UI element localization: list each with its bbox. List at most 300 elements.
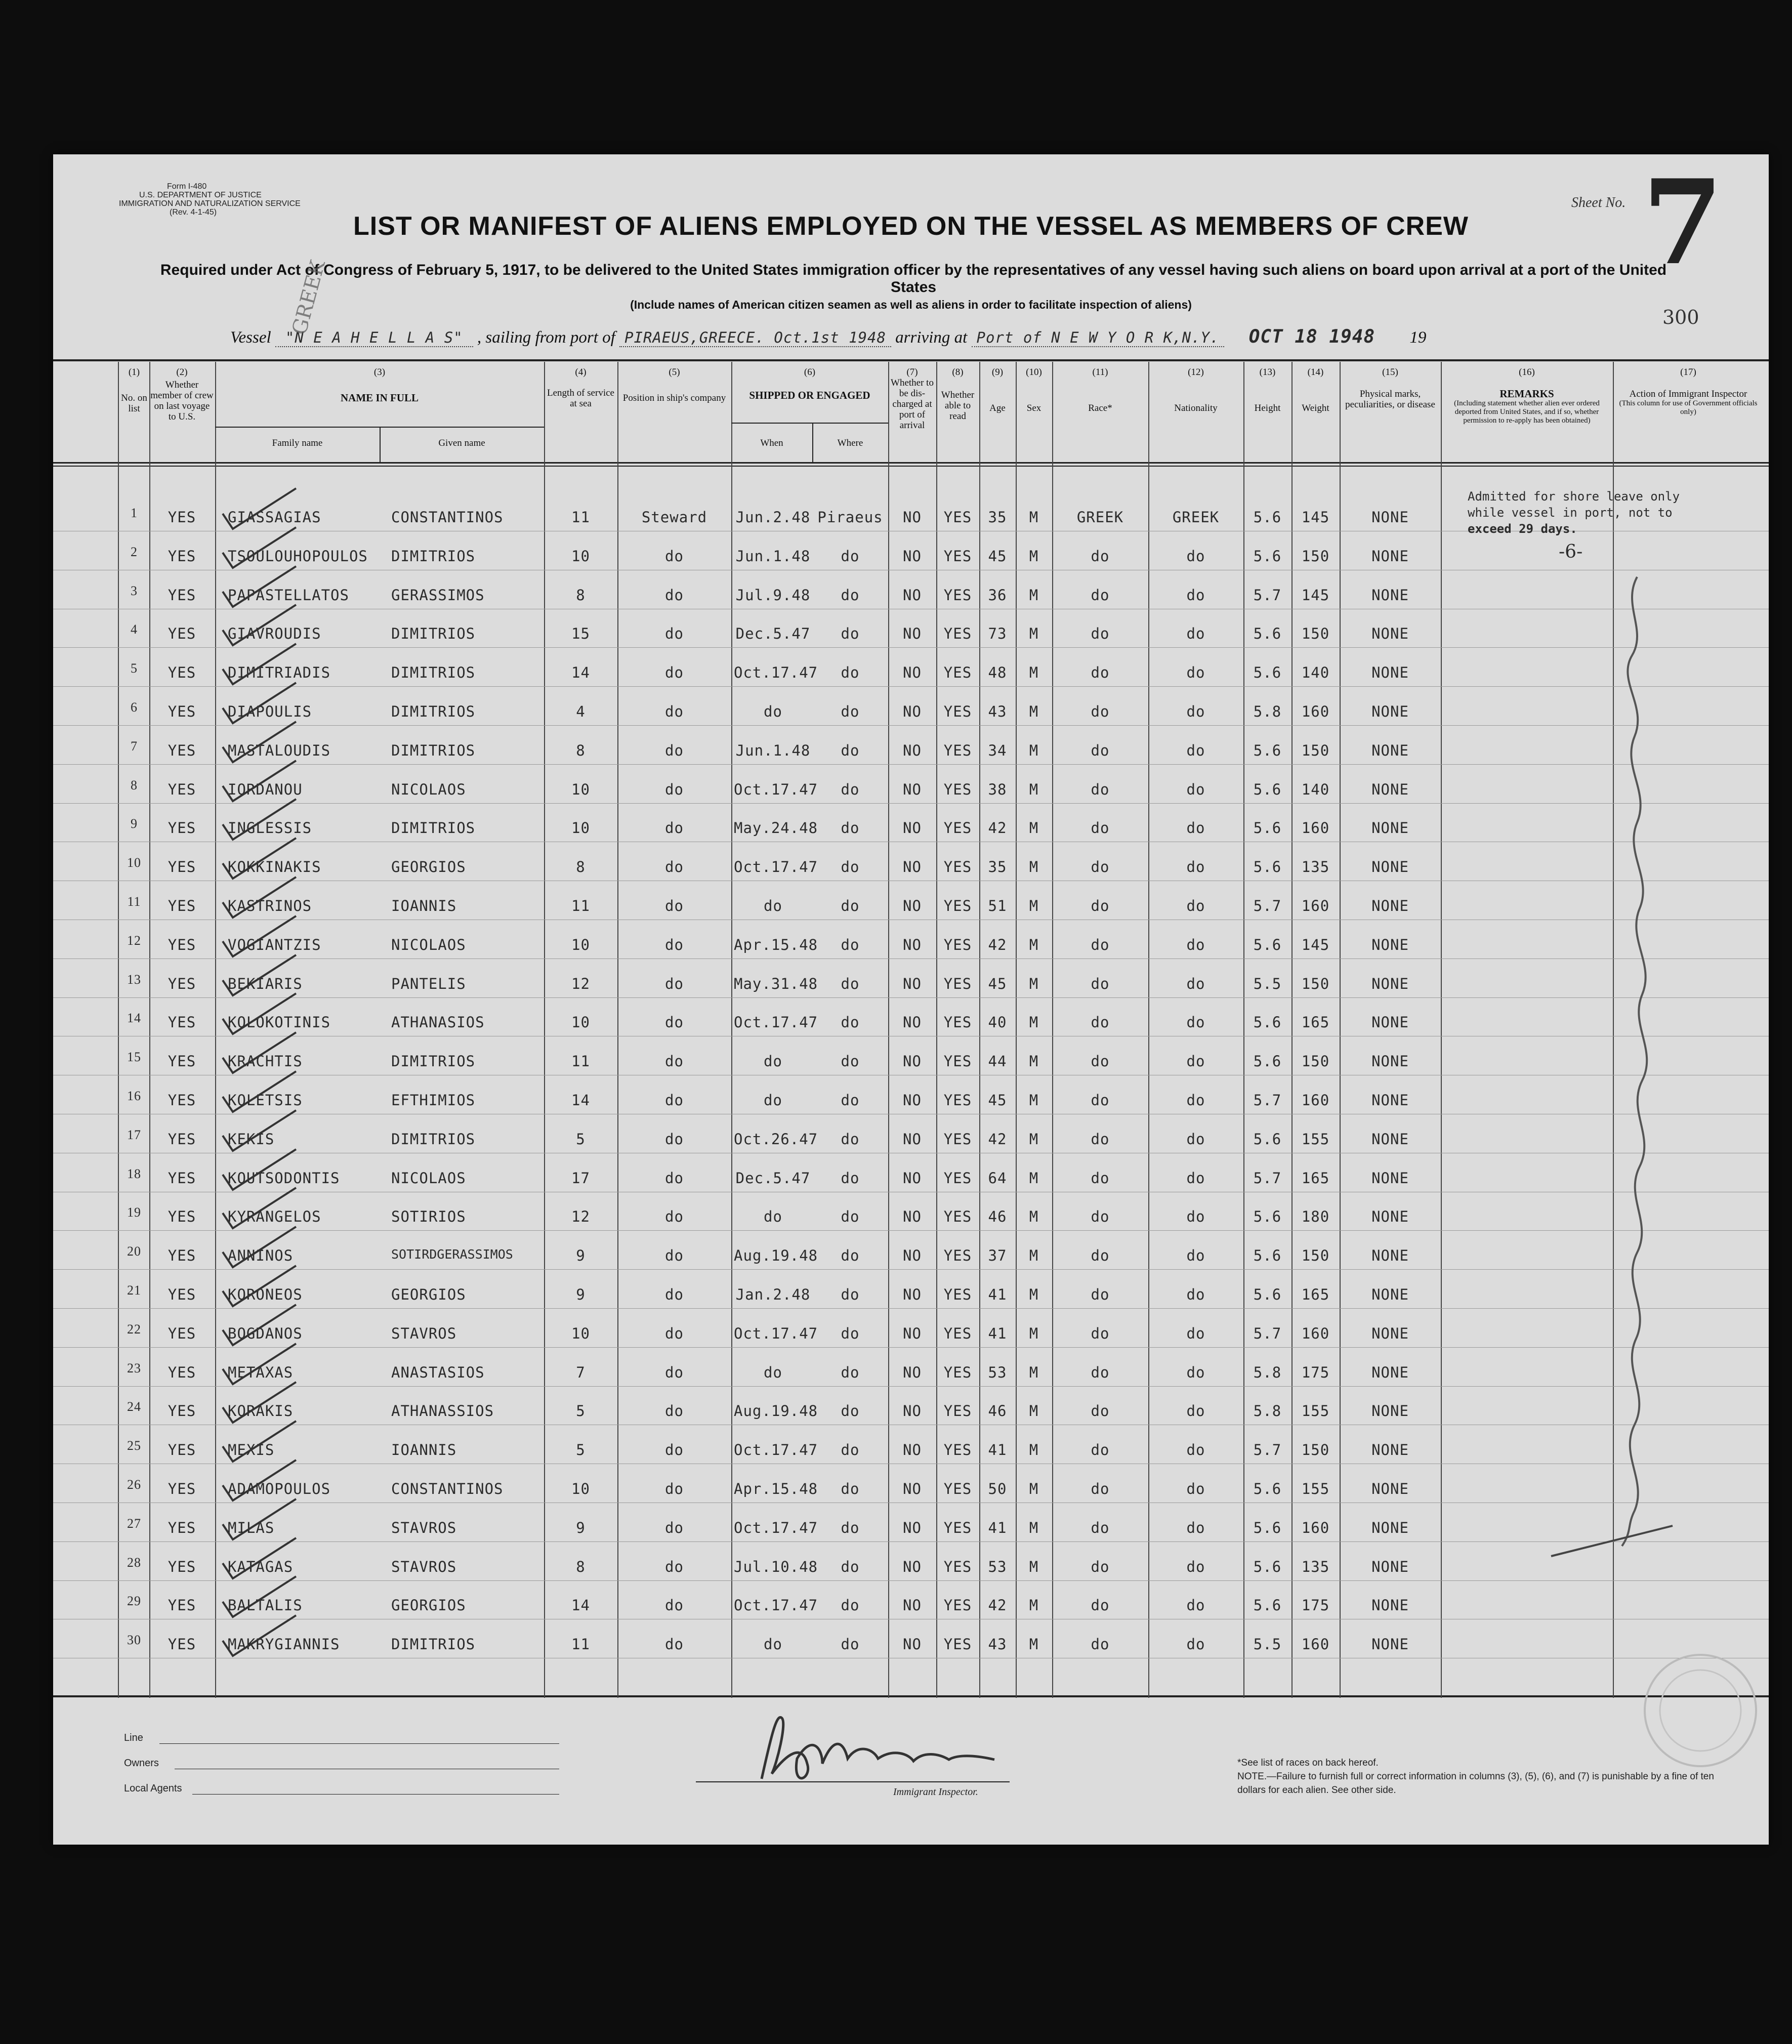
cell-given: GEORGIOS	[391, 1286, 466, 1303]
cell-race: do	[1091, 975, 1110, 992]
cell-when: Dec.5.47	[735, 625, 811, 643]
cell-nationality: do	[1186, 1441, 1205, 1459]
cell-weight: 150	[1301, 1247, 1330, 1265]
cell-family: GIASSAGIAS	[228, 509, 321, 526]
cell-position: do	[665, 1324, 684, 1342]
cell-where: do	[841, 1597, 860, 1614]
cell-height: 5.6	[1253, 741, 1282, 759]
cell-no: 3	[131, 583, 138, 598]
col-header-9: (9) Age	[989, 367, 1006, 413]
cell-family: MASTALOUDIS	[228, 741, 331, 759]
cell-age: 41	[988, 1441, 1007, 1459]
cell-marks: NONE	[1371, 975, 1409, 992]
cell-discharged: NO	[903, 1247, 922, 1265]
row-rule	[53, 647, 1769, 648]
col-6-subheader-rule	[731, 423, 888, 424]
cell-family: MEXIS	[228, 1441, 275, 1459]
cell-weight: 175	[1301, 1363, 1330, 1381]
cell-no: 23	[127, 1360, 141, 1375]
cell-height: 5.7	[1253, 1441, 1282, 1459]
cell-nationality: do	[1186, 1130, 1205, 1148]
cell-when: Oct.17.47	[734, 1519, 818, 1536]
cell-age: 42	[988, 1597, 1007, 1614]
cell-service: 11	[571, 897, 590, 914]
col-header-6-when: When	[760, 438, 783, 448]
cell-read: YES	[943, 819, 972, 837]
cell-when: Jun.1.48	[735, 741, 811, 759]
cell-race: do	[1091, 664, 1110, 682]
col-header-3-given: Given name	[438, 438, 485, 448]
cell-no: 17	[127, 1127, 141, 1142]
cell-prev: YES	[168, 625, 196, 643]
sheet-number-label: Sheet No.	[1571, 195, 1626, 211]
cell-marks: NONE	[1371, 1363, 1409, 1381]
cell-given: NICOLAOS	[391, 936, 466, 953]
cell-nationality: do	[1186, 1519, 1205, 1536]
col-header-6: (6) SHIPPED OR ENGAGED	[749, 367, 870, 401]
remarks-text	[1468, 488, 1680, 560]
cell-weight: 140	[1301, 664, 1330, 682]
cell-read: YES	[943, 1519, 972, 1536]
cell-discharged: NO	[903, 858, 922, 876]
cell-family: PAPASTELLATOS	[228, 586, 349, 604]
cell-no: 18	[127, 1166, 141, 1181]
cell-marks: NONE	[1371, 1402, 1409, 1420]
cell-when: Jun.1.48	[735, 547, 811, 565]
cell-height: 5.6	[1253, 625, 1282, 643]
cell-race: do	[1091, 1597, 1110, 1614]
cell-nationality: do	[1186, 936, 1205, 953]
cell-position: do	[665, 1636, 684, 1653]
cell-family: ADAMOPOULOS	[228, 1480, 331, 1497]
row-rule	[53, 686, 1769, 687]
cell-family: DIAPOULIS	[228, 703, 312, 720]
cell-sex: M	[1029, 1247, 1039, 1265]
inspector-underline	[696, 1781, 1010, 1782]
cell-nationality: do	[1186, 1208, 1205, 1226]
cell-age: 40	[988, 1014, 1007, 1031]
cell-sex: M	[1029, 897, 1039, 914]
cell-discharged: NO	[903, 1480, 922, 1497]
cell-sex: M	[1029, 625, 1039, 643]
cell-given: ATHANASIOS	[391, 1014, 485, 1031]
cell-race: do	[1091, 1636, 1110, 1653]
cell-when: Oct.17.47	[734, 780, 818, 798]
cell-prev: YES	[168, 1636, 196, 1653]
cell-family: INGLESSIS	[228, 819, 312, 837]
sheet-number: 7	[1642, 154, 1724, 291]
header-bottom-rule-2	[53, 466, 1769, 467]
cell-marks: NONE	[1371, 664, 1409, 682]
cell-weight: 150	[1301, 547, 1330, 565]
cell-prev: YES	[168, 547, 196, 565]
cell-race: do	[1091, 586, 1110, 604]
row-rule	[53, 1269, 1769, 1270]
cell-where: do	[841, 741, 860, 759]
cell-service: 10	[571, 819, 590, 837]
cell-where: do	[841, 858, 860, 876]
cell-service: 17	[571, 1169, 590, 1187]
cell-sex: M	[1029, 819, 1039, 837]
cell-no: 11	[127, 894, 141, 909]
cell-discharged: NO	[903, 1597, 922, 1614]
cell-age: 46	[988, 1208, 1007, 1226]
cell-where: do	[841, 1092, 860, 1109]
cell-race: do	[1091, 936, 1110, 953]
cell-height: 5.6	[1253, 858, 1282, 876]
cell-race: GREEK	[1076, 509, 1124, 526]
cell-race: do	[1091, 703, 1110, 720]
cell-sex: M	[1029, 975, 1039, 992]
cell-no: 9	[131, 816, 138, 831]
cell-discharged: NO	[903, 1092, 922, 1109]
cell-service: 8	[576, 1558, 586, 1575]
cell-age: 38	[988, 780, 1007, 798]
cell-age: 41	[988, 1286, 1007, 1303]
col-header-6-where: Where	[837, 438, 863, 448]
cell-age: 42	[988, 936, 1007, 953]
cell-where: do	[841, 1130, 860, 1148]
cell-no: 30	[127, 1633, 141, 1648]
cell-age: 35	[988, 858, 1007, 876]
cell-race: do	[1091, 1324, 1110, 1342]
cell-age: 64	[988, 1169, 1007, 1187]
cell-given: IOANNIS	[391, 897, 457, 914]
cell-marks: NONE	[1371, 1480, 1409, 1497]
cell-race: do	[1091, 1441, 1110, 1459]
cell-race: do	[1091, 1092, 1110, 1109]
cell-age: 42	[988, 819, 1007, 837]
cell-prev: YES	[168, 858, 196, 876]
row-rule	[53, 803, 1769, 804]
cell-where: do	[841, 547, 860, 565]
cell-when: Jan.2.48	[735, 1286, 811, 1303]
cell-prev: YES	[168, 664, 196, 682]
cell-sex: M	[1029, 1092, 1039, 1109]
cell-no: 24	[127, 1399, 141, 1414]
cell-age: 53	[988, 1363, 1007, 1381]
cell-family: KORAKIS	[228, 1402, 294, 1420]
cell-where: do	[841, 819, 860, 837]
official-seal-stamp	[1637, 1647, 1764, 1774]
cell-height: 5.8	[1253, 703, 1282, 720]
cell-prev: YES	[168, 1247, 196, 1265]
row-rule	[53, 1386, 1769, 1387]
cell-service: 9	[576, 1519, 586, 1536]
cell-prev: YES	[168, 1597, 196, 1614]
sailing-label: , sailing from port of	[477, 328, 615, 347]
cell-service: 14	[571, 1092, 590, 1109]
cell-where: do	[841, 1402, 860, 1420]
page-number: 300	[1662, 306, 1699, 328]
cell-position: do	[665, 780, 684, 798]
column-divider	[215, 362, 216, 1698]
cell-read: YES	[943, 1092, 972, 1109]
cell-where: do	[841, 936, 860, 953]
cell-weight: 155	[1301, 1480, 1330, 1497]
cell-position: do	[665, 1014, 684, 1031]
cell-race: do	[1091, 547, 1110, 565]
cell-discharged: NO	[903, 586, 922, 604]
cell-weight: 160	[1301, 1519, 1330, 1536]
cell-prev: YES	[168, 1014, 196, 1031]
cell-given: GEORGIOS	[391, 1597, 466, 1614]
cell-age: 44	[988, 1053, 1007, 1070]
cell-prev: YES	[168, 703, 196, 720]
cell-discharged: NO	[903, 664, 922, 682]
cell-nationality: do	[1186, 1014, 1205, 1031]
cell-no: 6	[131, 700, 138, 715]
cell-height: 5.7	[1253, 1169, 1282, 1187]
cell-prev: YES	[168, 1441, 196, 1459]
cell-prev: YES	[168, 1324, 196, 1342]
cell-race: do	[1091, 741, 1110, 759]
cell-position: do	[665, 1480, 684, 1497]
cell-prev: YES	[168, 1558, 196, 1575]
cell-weight: 140	[1301, 780, 1330, 798]
cell-position: do	[665, 936, 684, 953]
cell-where: do	[841, 1208, 860, 1226]
cell-read: YES	[943, 897, 972, 914]
cell-marks: NONE	[1371, 1286, 1409, 1303]
cell-prev: YES	[168, 1519, 196, 1536]
cell-height: 5.7	[1253, 1092, 1282, 1109]
cell-weight: 160	[1301, 703, 1330, 720]
cell-height: 5.7	[1253, 586, 1282, 604]
check-mark	[220, 1613, 301, 1658]
cell-race: do	[1091, 1053, 1110, 1070]
cell-weight: 150	[1301, 625, 1330, 643]
cell-read: YES	[943, 1558, 972, 1575]
cell-nationality: do	[1186, 1247, 1205, 1265]
cell-family: KOLETSIS	[228, 1092, 303, 1109]
cell-age: 45	[988, 1092, 1007, 1109]
cell-where: do	[841, 1286, 860, 1303]
cell-family: BEKIARIS	[228, 975, 303, 992]
cell-when: Oct.17.47	[734, 1324, 818, 1342]
cell-service: 7	[576, 1363, 586, 1381]
cell-discharged: NO	[903, 1441, 922, 1459]
cell-no: 12	[127, 933, 141, 948]
cell-given: GERASSIMOS	[391, 586, 485, 604]
cell-given: STAVROS	[391, 1558, 457, 1575]
col-header-17: (17) Action of Immigrant Inspector (This column for use of Government officials only)	[1619, 367, 1758, 416]
cell-service: 14	[571, 664, 590, 682]
row-rule	[53, 1541, 1769, 1542]
cell-nationality: do	[1186, 625, 1205, 643]
cell-read: YES	[943, 1636, 972, 1653]
cell-height: 5.6	[1253, 1286, 1282, 1303]
cell-no: 4	[131, 622, 138, 637]
cell-height: 5.6	[1253, 1480, 1282, 1497]
row-rule	[53, 1347, 1769, 1348]
col-header-1: (1) No. on list	[121, 367, 147, 414]
cell-height: 5.6	[1253, 1208, 1282, 1226]
cell-race: do	[1091, 780, 1110, 798]
cell-no: 1	[131, 506, 138, 520]
cell-discharged: NO	[903, 547, 922, 565]
cell-when: do	[764, 703, 782, 720]
cell-sex: M	[1029, 1402, 1039, 1420]
cell-age: 37	[988, 1247, 1007, 1265]
cell-nationality: do	[1186, 547, 1205, 565]
remarks-line-1: Admitted for shore leave only	[1468, 489, 1680, 504]
cell-race: do	[1091, 819, 1110, 837]
cell-weight: 135	[1301, 858, 1330, 876]
cell-read: YES	[943, 1053, 972, 1070]
cell-position: do	[665, 586, 684, 604]
cell-position: do	[665, 547, 684, 565]
cell-nationality: do	[1186, 1286, 1205, 1303]
cell-marks: NONE	[1371, 1208, 1409, 1226]
cell-height: 5.8	[1253, 1402, 1282, 1420]
cell-prev: YES	[168, 1130, 196, 1148]
cell-read: YES	[943, 858, 972, 876]
cell-weight: 160	[1301, 1092, 1330, 1109]
cell-age: 51	[988, 897, 1007, 914]
cell-no: 20	[127, 1244, 141, 1259]
cell-discharged: NO	[903, 1363, 922, 1381]
cell-family: IORDANOU	[228, 780, 303, 798]
cell-when: May.31.48	[734, 975, 818, 992]
cell-discharged: NO	[903, 780, 922, 798]
cell-sex: M	[1029, 547, 1039, 565]
cell-position: do	[665, 1519, 684, 1536]
page-title: LIST OR MANIFEST OF ALIENS EMPLOYED ON THE VESSEL AS MEMBERS OF CREW	[353, 212, 1469, 241]
cell-sex: M	[1029, 1519, 1039, 1536]
cell-when: Aug.19.48	[734, 1402, 818, 1420]
cell-when: Oct.17.47	[734, 1597, 818, 1614]
cell-given: DIMITRIOS	[391, 547, 476, 565]
cell-age: 50	[988, 1480, 1007, 1497]
cell-discharged: NO	[903, 975, 922, 992]
cell-discharged: NO	[903, 1519, 922, 1536]
col-header-5: (5) Position in ship's company	[622, 367, 726, 403]
cell-where: do	[841, 1441, 860, 1459]
cell-when: Oct.17.47	[734, 1014, 818, 1031]
row-rule	[53, 725, 1769, 726]
remarks-line-3: exceed 29 days.	[1468, 522, 1577, 536]
cell-read: YES	[943, 625, 972, 643]
cell-when: Jul.10.48	[734, 1558, 818, 1575]
col-6-subheader-divider	[812, 423, 813, 463]
cell-read: YES	[943, 1441, 972, 1459]
col-header-3: (3) NAME IN FULL	[340, 367, 419, 404]
cell-height: 5.6	[1253, 1558, 1282, 1575]
col-header-2: (2) Whether member of crew on last voyage to U.S.	[150, 367, 214, 422]
table-bottom-rule	[53, 1695, 1769, 1697]
cell-marks: NONE	[1371, 1636, 1409, 1653]
cell-service: 9	[576, 1286, 586, 1303]
cell-weight: 135	[1301, 1558, 1330, 1575]
cell-when: Oct.17.47	[734, 858, 818, 876]
cell-service: 9	[576, 1247, 586, 1265]
cell-no: 27	[127, 1516, 141, 1531]
cell-race: do	[1091, 1130, 1110, 1148]
cell-family: VOGIANTZIS	[228, 936, 321, 953]
cell-weight: 150	[1301, 1441, 1330, 1459]
cell-sex: M	[1029, 1636, 1039, 1653]
cell-sex: M	[1029, 1286, 1039, 1303]
cell-sex: M	[1029, 936, 1039, 953]
cell-when: Aug.19.48	[734, 1247, 818, 1265]
cell-weight: 145	[1301, 936, 1330, 953]
cell-marks: NONE	[1371, 1324, 1409, 1342]
cell-read: YES	[943, 1324, 972, 1342]
row-rule	[53, 958, 1769, 959]
cell-discharged: NO	[903, 1053, 922, 1070]
cell-marks: NONE	[1371, 1558, 1409, 1575]
cell-service: 12	[571, 1208, 590, 1226]
cell-when: Dec.5.47	[735, 1169, 811, 1187]
cell-height: 5.6	[1253, 1053, 1282, 1070]
cell-weight: 160	[1301, 819, 1330, 837]
cell-position: do	[665, 1247, 684, 1265]
cell-race: do	[1091, 858, 1110, 876]
cell-height: 5.5	[1253, 1636, 1282, 1653]
cell-nationality: do	[1186, 1092, 1205, 1109]
cell-position: do	[665, 1169, 684, 1187]
cell-weight: 155	[1301, 1402, 1330, 1420]
cell-marks: NONE	[1371, 780, 1409, 798]
year-label: 19	[1409, 328, 1427, 347]
cell-where: do	[841, 1053, 860, 1070]
cell-given: DIMITRIOS	[391, 1636, 476, 1653]
vessel-name: "N E A H E L L A S"	[275, 329, 473, 347]
cell-position: do	[665, 1286, 684, 1303]
cell-marks: NONE	[1371, 1130, 1409, 1148]
cell-read: YES	[943, 1130, 972, 1148]
inspector-label: Immigrant Inspector.	[893, 1786, 978, 1798]
cell-position: do	[665, 819, 684, 837]
cell-service: 10	[571, 936, 590, 953]
cell-given: CONSTANTINOS	[391, 1480, 504, 1497]
cell-when: do	[764, 1092, 782, 1109]
cell-nationality: do	[1186, 858, 1205, 876]
cell-age: 36	[988, 586, 1007, 604]
cell-age: 48	[988, 664, 1007, 682]
cell-nationality: do	[1186, 664, 1205, 682]
cell-discharged: NO	[903, 936, 922, 953]
cell-marks: NONE	[1371, 897, 1409, 914]
cell-family: MILAS	[228, 1519, 275, 1536]
cell-position: do	[665, 1558, 684, 1575]
cell-prev: YES	[168, 1402, 196, 1420]
remarks-line-2: while vessel in port, not to	[1468, 506, 1673, 520]
cell-weight: 150	[1301, 1053, 1330, 1070]
cell-service: 5	[576, 1441, 586, 1459]
cell-marks: NONE	[1371, 509, 1409, 526]
cell-race: do	[1091, 1208, 1110, 1226]
cell-when: Oct.17.47	[734, 664, 818, 682]
cell-no: 19	[127, 1205, 141, 1220]
cell-age: 41	[988, 1519, 1007, 1536]
cell-sex: M	[1029, 1597, 1039, 1614]
cell-sex: M	[1029, 1558, 1039, 1575]
cell-position: do	[665, 975, 684, 992]
cell-race: do	[1091, 1169, 1110, 1187]
cell-age: 42	[988, 1130, 1007, 1148]
cell-when: do	[764, 1363, 782, 1381]
cell-nationality: do	[1186, 780, 1205, 798]
cell-marks: NONE	[1371, 858, 1409, 876]
cell-where: do	[841, 780, 860, 798]
cell-where: do	[841, 975, 860, 992]
cell-family: BOGDANOS	[228, 1324, 303, 1342]
cell-read: YES	[943, 975, 972, 992]
cell-weight: 150	[1301, 741, 1330, 759]
cell-service: 5	[576, 1402, 586, 1420]
